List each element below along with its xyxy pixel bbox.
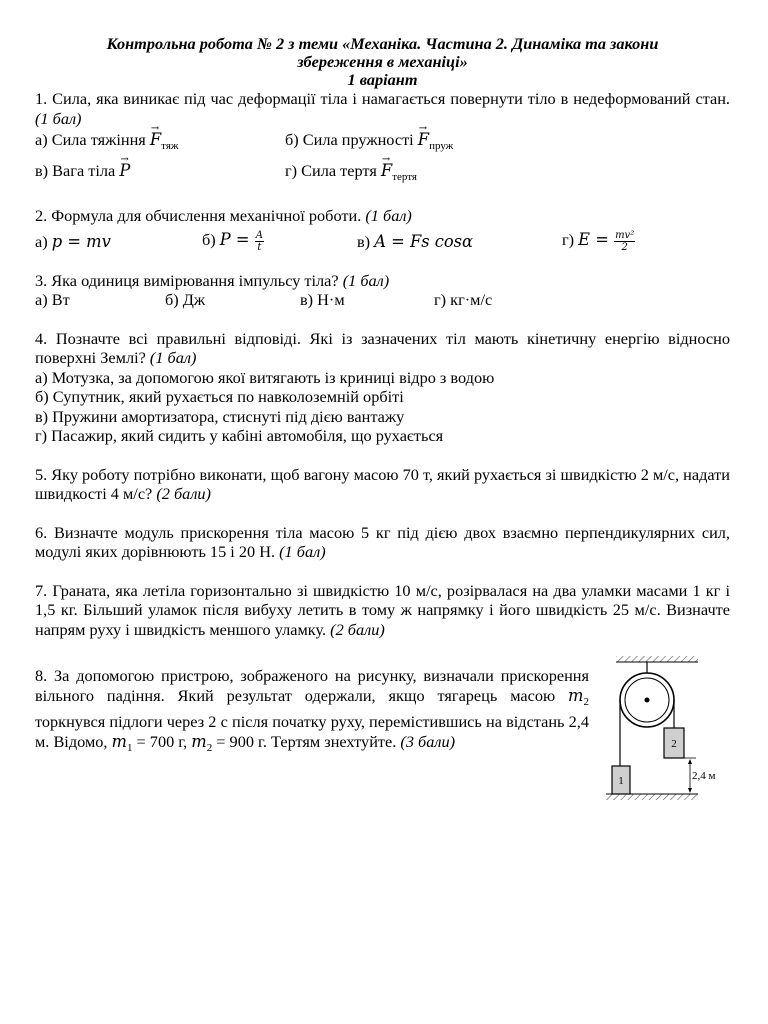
q3-option-c: в) Н·м xyxy=(300,290,345,309)
distance-label: 2,4 м xyxy=(692,770,716,782)
q2-option-b: б) P = $\frac{A}{t}$ xyxy=(202,230,263,253)
question-4-text: 4. Позначте всі правильні відповіді. Які із зазначених тіл мають кінетичну енергію відносно поверхні Землі? xyxy=(35,328,730,367)
title-line-2: збереження в механіці» xyxy=(297,52,468,71)
question-3-points: (1 бал) xyxy=(342,270,390,290)
question-3-options xyxy=(35,290,730,310)
q1-option-d: г) Сила тертя → $F_{тертя}$ xyxy=(285,161,417,188)
question-4-points: (1 бал) xyxy=(149,348,197,367)
question-1-text: 1. Сила, яка виникає під час деформації тіла і намагається повернути тіло в недеформований стан. xyxy=(35,89,730,108)
question-8: 8. За допомогою пристрою, зображеного на рисунку, визначали прискорення вільного падіння. Який результат одержали, якщо тягарець масою $m_2$ торкнувся підлоги через 2 с після початку руху, перемістившись на відстань 2,4 м. Відомо, $m_1 = 700$ г, $m_2 = 900$ г. Тертям знехтуйте. (3 бали) xyxy=(35,666,589,754)
block-1-label: 1 xyxy=(618,775,624,787)
title-line-1: Контрольна робота № 2 з теми «Механіка. Частина 2. Динаміка та закони xyxy=(106,34,659,53)
block-2-label: 2 xyxy=(671,738,677,750)
question-8-points: (3 бали) xyxy=(400,731,456,751)
q2-option-c: в) A = Fs cosα xyxy=(357,231,474,251)
question-3 xyxy=(35,271,730,291)
question-2-options xyxy=(35,229,730,255)
q2-option-a: а) p = mv xyxy=(35,231,111,251)
q4-option-a: а) Мотузка, за допомогою якої витягають із криниці відро з водою xyxy=(35,367,495,387)
q1-option-b: б) Сила пружності → $F_{пруж}$ xyxy=(285,130,453,157)
question-1-points: (1 бал) xyxy=(35,108,82,128)
question-5-points: (2 бали) xyxy=(156,484,211,503)
question-1-options-row-2 xyxy=(35,161,730,188)
q1-option-a: а) Сила тяжіння → $F_{тяж}$ xyxy=(35,130,285,157)
question-3-text: 3. Яка одиниця вимірювання імпульсу тіла? xyxy=(35,270,339,290)
variant-heading: 1 варіант xyxy=(347,70,418,89)
q3-option-a: а) Вт xyxy=(35,290,70,309)
question-4 xyxy=(35,329,730,368)
test-page xyxy=(35,35,730,639)
q3-option-b: б) Дж xyxy=(165,290,206,309)
floor xyxy=(606,794,698,800)
question-2-points: (1 бал) xyxy=(365,206,412,225)
atwood-machine-figure xyxy=(578,616,716,787)
question-1 xyxy=(35,89,730,128)
q1-option-c: в) Вага тіла → P xyxy=(35,161,285,188)
q3-option-d: г) кг·м/с xyxy=(434,290,493,309)
question-2 xyxy=(35,206,730,226)
ceiling xyxy=(616,656,698,662)
question-7-text: 7. Граната, яка летіла горизонтально зі швидкістю 10 м/с, розірвалася на два уламки масами 1 кг і 1,5 кг. Більший уламок після вибуху летить в тому ж напрямку і його швидкість 25 м/с. Визначте напрям руху і швидкість меншого уламку. xyxy=(35,580,730,639)
q4-option-b: б) Супутник, який рухається по навколоземній орбіті xyxy=(35,387,404,406)
q4-option-d: г) Пасажир, який сидить у кабіні автомобіля, що рухається xyxy=(35,426,444,445)
question-7-points: (2 бали) xyxy=(330,619,385,639)
question-5 xyxy=(35,465,730,504)
question-2-text: 2. Формула для обчислення механічної роботи. xyxy=(35,206,362,225)
q2-option-d: г) E = $\frac{\text{mv²}}{2}$ xyxy=(562,230,635,253)
question-6-text: 6. Визначте модуль прискорення тіла масою 5 кг під дією двох взаємно перпендикулярних сил, модулі яких дорівнюють 15 і 20 Н. xyxy=(35,522,730,561)
q4-option-c: в) Пружини амортизатора, стиснуті під дією вантажу xyxy=(35,406,405,426)
question-5-text: 5. Яку роботу потрібно виконати, щоб вагону масою 70 т, який рухається зі швидкістю 2 м/с, надати швидкості 4 м/с? xyxy=(35,464,730,503)
question-6 xyxy=(35,523,730,562)
question-6-points: (1 бал) xyxy=(279,542,326,561)
